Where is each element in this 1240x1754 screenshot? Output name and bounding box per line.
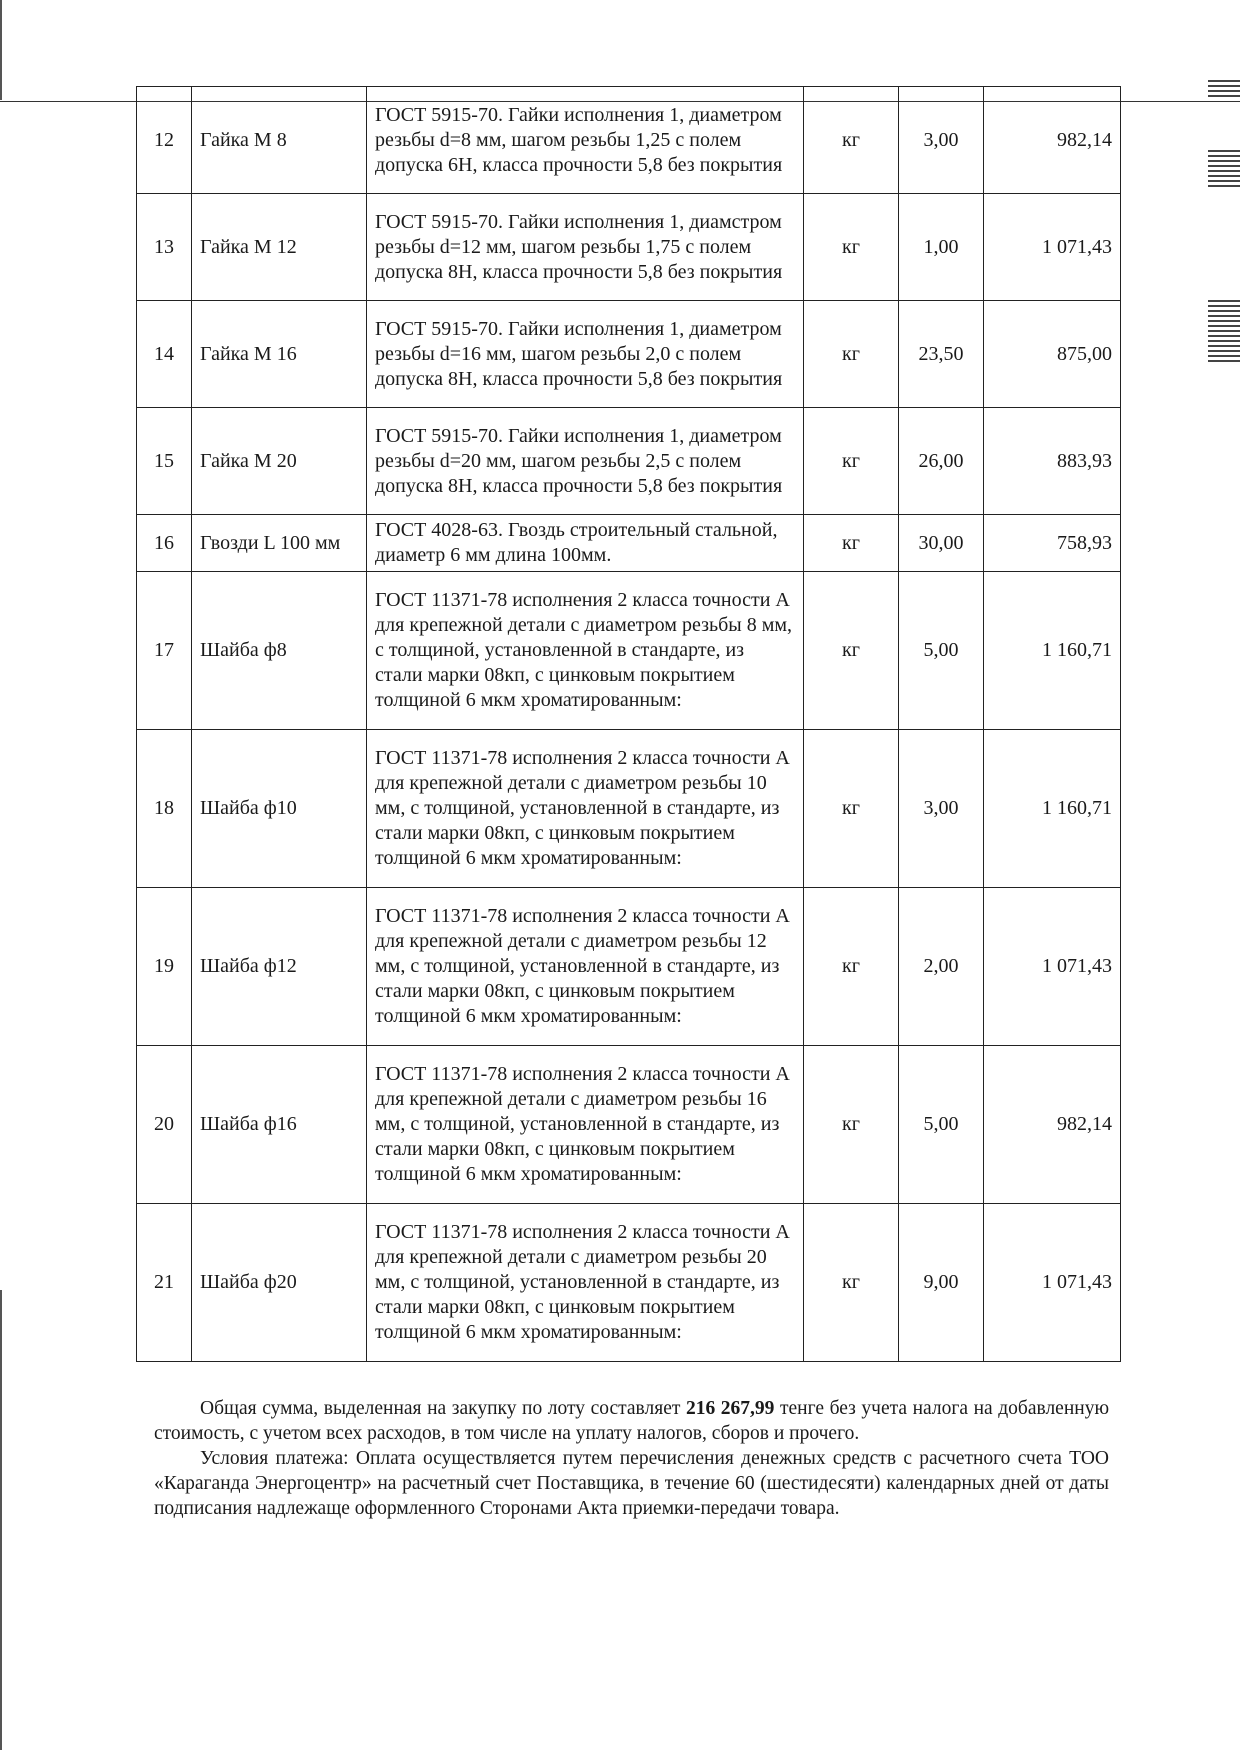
table-row xyxy=(137,408,1121,515)
row-number: 21 xyxy=(137,1204,192,1362)
payment-terms: Условия платежа: Оплата осуществляется путем перечисления денежных средств с расчетного счета ТОО «Караганда Энергоцентр» на расчетный счет Поставщика, в течение 60 (шестидесяти) календарных дней от даты подписания надлежаще оформленного Сторонами Акта приемки-передачи товара. xyxy=(154,1448,1109,1519)
item-quantity: 30,00 xyxy=(899,515,984,572)
item-name: Шайба ф16 xyxy=(192,1046,367,1204)
item-name: Гайка М 20 xyxy=(192,408,367,515)
item-price: 982,14 xyxy=(984,87,1121,194)
item-quantity: 5,00 xyxy=(899,1046,984,1204)
item-quantity: 1,00 xyxy=(899,194,984,301)
table-row xyxy=(137,1046,1121,1204)
summary-text-after: тенге без учета налога на добавленную стоимость, с учетом всех расходов, в том числе на уплату налогов, сборов и прочего. xyxy=(154,1398,1110,1444)
row-number: 13 xyxy=(137,194,192,301)
item-quantity: 9,00 xyxy=(899,1204,984,1362)
item-price: 1 160,71 xyxy=(984,572,1121,730)
row-number: 20 xyxy=(137,1046,192,1204)
scan-edge-mark xyxy=(1208,80,1240,100)
item-name: Шайба ф10 xyxy=(192,730,367,888)
item-unit: кг xyxy=(804,730,899,888)
row-number: 15 xyxy=(137,408,192,515)
item-description: ГОСТ 5915-70. Гайки исполнения 1, диаметром резьбы d=8 мм, шагом резьбы 1,25 с полем допуска 6H, класса прочности 5,8 без покрытия xyxy=(367,87,804,194)
table-row xyxy=(137,301,1121,408)
item-price: 1 071,43 xyxy=(984,1204,1121,1362)
item-description: ГОСТ 11371-78 исполнения 2 класса точности А для крепежной детали с диаметром резьбы 8 мм, с толщиной, установленной в стандарте, из стали марки 08кп, с цинковым покрытием толщиной 6 мкм хроматированным: xyxy=(367,572,804,730)
item-unit: кг xyxy=(804,888,899,1046)
item-price: 883,93 xyxy=(984,408,1121,515)
item-description: ГОСТ 11371-78 исполнения 2 класса точности А для крепежной детали с диаметром резьбы 10 мм, с толщиной, установленной в стандарте, из стали марки 08кп, с цинковым покрытием толщиной 6 мкм хроматированным: xyxy=(367,730,804,888)
row-number: 18 xyxy=(137,730,192,888)
row-number: 14 xyxy=(137,301,192,408)
item-quantity: 23,50 xyxy=(899,301,984,408)
item-unit: кг xyxy=(804,301,899,408)
item-name: Гвозди L 100 мм xyxy=(192,515,367,572)
table-row xyxy=(137,888,1121,1046)
row-number: 17 xyxy=(137,572,192,730)
item-quantity: 26,00 xyxy=(899,408,984,515)
item-unit: кг xyxy=(804,87,899,194)
item-price: 1 160,71 xyxy=(984,730,1121,888)
table-row xyxy=(137,194,1121,301)
item-description: ГОСТ 11371-78 исполнения 2 класса точности А для крепежной детали с диаметром резьбы 12 мм, с толщиной, установленной в стандарте, из стали марки 08кп, с цинковым покрытием толщиной 6 мкм хроматированным: xyxy=(367,888,804,1046)
item-unit: кг xyxy=(804,1046,899,1204)
item-description: ГОСТ 5915-70. Гайки исполнения 1, диамстром резьбы d=12 мм, шагом резьбы 1,75 с полем допуска 8H, класса прочности 5,8 без покрытия xyxy=(367,194,804,301)
item-unit: кг xyxy=(804,515,899,572)
item-price: 758,93 xyxy=(984,515,1121,572)
table-row xyxy=(137,1204,1121,1362)
item-price: 875,00 xyxy=(984,301,1121,408)
item-name: Шайба ф8 xyxy=(192,572,367,730)
summary-paragraph xyxy=(154,1396,1109,1521)
item-quantity: 3,00 xyxy=(899,87,984,194)
item-description: ГОСТ 5915-70. Гайки исполнения 1, диаметром резьбы d=20 мм, шагом резьбы 2,5 с полем допуска 8H, класса прочности 5,8 без покрытия xyxy=(367,408,804,515)
row-number: 19 xyxy=(137,888,192,1046)
table-row xyxy=(137,515,1121,572)
item-name: Шайба ф20 xyxy=(192,1204,367,1362)
item-quantity: 3,00 xyxy=(899,730,984,888)
table-row xyxy=(137,572,1121,730)
item-price: 1 071,43 xyxy=(984,888,1121,1046)
item-description: ГОСТ 4028-63. Гвоздь строительный стальной, диаметр 6 мм длина 100мм. xyxy=(367,515,804,572)
item-price: 1 071,43 xyxy=(984,194,1121,301)
scan-edge-mark xyxy=(1208,150,1240,190)
item-name: Гайка М 12 xyxy=(192,194,367,301)
item-unit: кг xyxy=(804,1204,899,1362)
item-unit: кг xyxy=(804,194,899,301)
item-description: ГОСТ 11371-78 исполнения 2 класса точности А для крепежной детали с диаметром резьбы 20 мм, с толщиной, установленной в стандарте, из стали марки 08кп, с цинковым покрытием толщиной 6 мкм хроматированным: xyxy=(367,1204,804,1362)
item-quantity: 2,00 xyxy=(899,888,984,1046)
item-description: ГОСТ 5915-70. Гайки исполнения 1, диаметром резьбы d=16 мм, шагом резьбы 2,0 с полем допуска 8H, класса прочности 5,8 без покрытия xyxy=(367,301,804,408)
item-price: 982,14 xyxy=(984,1046,1121,1204)
scan-edge-mark xyxy=(1208,300,1240,365)
item-name: Гайка М 8 xyxy=(192,87,367,194)
item-name: Гайка М 16 xyxy=(192,301,367,408)
scan-edge-mark xyxy=(0,1290,8,1750)
item-name: Шайба ф12 xyxy=(192,888,367,1046)
goods-table xyxy=(136,86,1121,1362)
summary-text-before: Общая сумма, выделенная на закупку по лоту составляет xyxy=(200,1398,681,1419)
item-unit: кг xyxy=(804,408,899,515)
item-quantity: 5,00 xyxy=(899,572,984,730)
row-number: 16 xyxy=(137,515,192,572)
row-number: 12 xyxy=(137,87,192,194)
table-row xyxy=(137,730,1121,888)
item-description: ГОСТ 11371-78 исполнения 2 класса точности А для крепежной детали с диаметром резьбы 16 мм, с толщиной, установленной в стандарте, из стали марки 08кп, с цинковым покрытием толщиной 6 мкм хроматированным: xyxy=(367,1046,804,1204)
scan-edge-mark xyxy=(0,0,8,100)
table-row xyxy=(137,87,1121,194)
item-unit: кг xyxy=(804,572,899,730)
summary-amount: 216 267,99 xyxy=(685,1398,775,1419)
